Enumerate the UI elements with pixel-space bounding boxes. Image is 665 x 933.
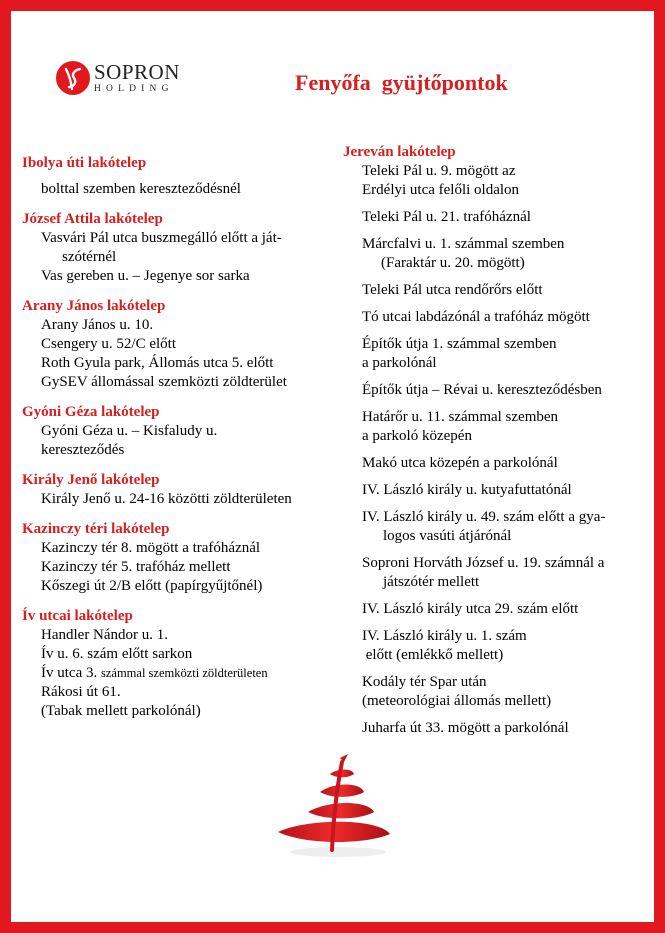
location-line: Építők útja 1. számmal szemben <box>362 336 557 352</box>
location-line: Makó utca közepén a parkolónál <box>362 455 558 471</box>
group-kiraly-jeno <box>22 471 342 509</box>
group-heading: Gyóni Géza lakótelep <box>22 404 160 420</box>
location-entry <box>343 600 643 619</box>
location-entry <box>343 554 643 592</box>
group-iv-utca <box>22 607 342 721</box>
location-entry <box>343 481 643 500</box>
location-line: Gyóni Géza u. – Kisfaludy u. <box>41 423 218 439</box>
location-line: bolttal szemben kereszteződésnél <box>41 181 241 197</box>
location-line: Juharfa út 33. mögött a parkolónál <box>362 720 569 736</box>
right-column <box>343 143 643 746</box>
location-entry <box>343 454 643 473</box>
location-line: előtt (emlékkő mellett) <box>362 647 504 663</box>
location-entry <box>343 408 643 446</box>
location-line: (Faraktár u. 20. mögött) <box>381 255 525 271</box>
group-ibolya <box>22 154 342 199</box>
left-column <box>22 154 342 732</box>
location-line: Király Jenő u. 24-16 közötti zöldterületen <box>41 491 292 507</box>
group-heading-jerevan: Jereván lakótelep <box>343 144 456 160</box>
group-heading: Ív utcai lakótelep <box>22 608 133 624</box>
location-entry <box>343 627 643 665</box>
location-line: Csengery u. 52/C előtt <box>41 336 176 352</box>
location-line: Handler Nándor u. 1. <box>41 627 169 643</box>
location-line-small: számmal szemközti zöldterületen <box>100 666 268 680</box>
group-heading: Arany János lakótelep <box>22 298 166 314</box>
location-line: Márcfalvi u. 1. számmal szemben <box>362 236 565 252</box>
location-line: szótérnél <box>62 249 117 265</box>
location-line: Roth Gyula park, Állomás utca 5. előtt <box>41 355 274 371</box>
location-line: játszótér mellett <box>383 574 480 590</box>
group-arany-janos <box>22 297 342 392</box>
location-line: IV. László király u. 49. szám előtt a gya- <box>362 509 606 525</box>
location-line: kereszteződés <box>41 442 125 458</box>
location-line-part: Ív utca 3. <box>41 665 101 681</box>
location-line: Arany János u. 10. <box>41 317 154 333</box>
location-line: Kőszegi út 2/B előtt (papírgyűjtőnél) <box>41 578 263 594</box>
location-entry <box>343 235 643 273</box>
location-line: Teleki Pál u. 9. mögött az <box>362 163 516 179</box>
location-entry <box>343 719 643 738</box>
ribbon-christmas-tree-icon <box>268 752 398 862</box>
location-entry <box>343 308 643 327</box>
location-entry <box>343 508 643 546</box>
location-entry <box>343 673 643 711</box>
logo-subtitle: HOLDING <box>94 83 174 94</box>
location-line: IV. László király utca 29. szám előtt <box>362 601 579 617</box>
location-line: (meteorológiai állomás mellett) <box>362 693 552 709</box>
location-line <box>22 664 342 683</box>
group-heading: Király Jenő lakótelep <box>22 472 160 488</box>
location-line: Kodály tér Spar után <box>362 674 487 690</box>
location-entry <box>343 208 643 227</box>
logo-name: SOPRON <box>94 59 180 84</box>
location-line: Erdélyi utca felőli oldalon <box>362 182 520 198</box>
location-line: a parkolónál <box>362 355 437 371</box>
location-line: Határőr u. 11. számmal szemben <box>362 409 559 425</box>
location-line: IV. László király u. 1. szám <box>362 628 527 644</box>
location-line: Rákosi út 61. <box>41 684 121 700</box>
location-line: Soproni Horváth József u. 19. számnál a <box>362 555 605 571</box>
location-line: Vas gereben u. – Jegenye sor sarka <box>41 268 250 284</box>
location-line: a parkoló közepén <box>362 428 472 444</box>
location-line: Tó utcai labdázónál a trafóház mögött <box>362 309 590 325</box>
location-entry <box>343 381 643 400</box>
location-entry <box>343 281 643 300</box>
sopron-holding-logo-icon <box>55 60 91 96</box>
location-line: Ív u. 6. szám előtt sarkon <box>41 646 193 662</box>
location-line: Teleki Pál utca rendőrőrs előtt <box>362 282 543 298</box>
location-entry <box>343 162 643 200</box>
group-kazinczy <box>22 520 342 596</box>
location-line: Kazinczy tér 8. mögött a trafóháznál <box>41 540 261 556</box>
location-line: GySEV állomással szemközti zöldterület <box>41 374 287 390</box>
group-heading: Ibolya úti lakótelep <box>22 155 147 171</box>
location-line: Teleki Pál u. 21. trafóháznál <box>362 209 531 225</box>
location-line: Vasvári Pál utca buszmegálló előtt a ját- <box>41 230 282 246</box>
group-heading: Kazinczy téri lakótelep <box>22 521 170 537</box>
location-line: (Tabak mellett parkolónál) <box>41 703 201 719</box>
group-jozsef-attila <box>22 210 342 286</box>
location-line: Kazinczy tér 5. trafóház mellett <box>41 559 231 575</box>
location-line: logos vasúti átjárónál <box>383 528 512 544</box>
page-title: Fenyőfa gyüjtőpontok <box>295 70 508 95</box>
location-line: IV. László király u. kutyafuttatónál <box>362 482 572 498</box>
location-line: Építők útja – Révai u. kereszteződésben <box>362 382 602 398</box>
location-entry <box>343 335 643 373</box>
company-logo <box>55 60 180 96</box>
group-gyoni-geza <box>22 403 342 460</box>
group-heading: József Attila lakótelep <box>22 211 163 227</box>
